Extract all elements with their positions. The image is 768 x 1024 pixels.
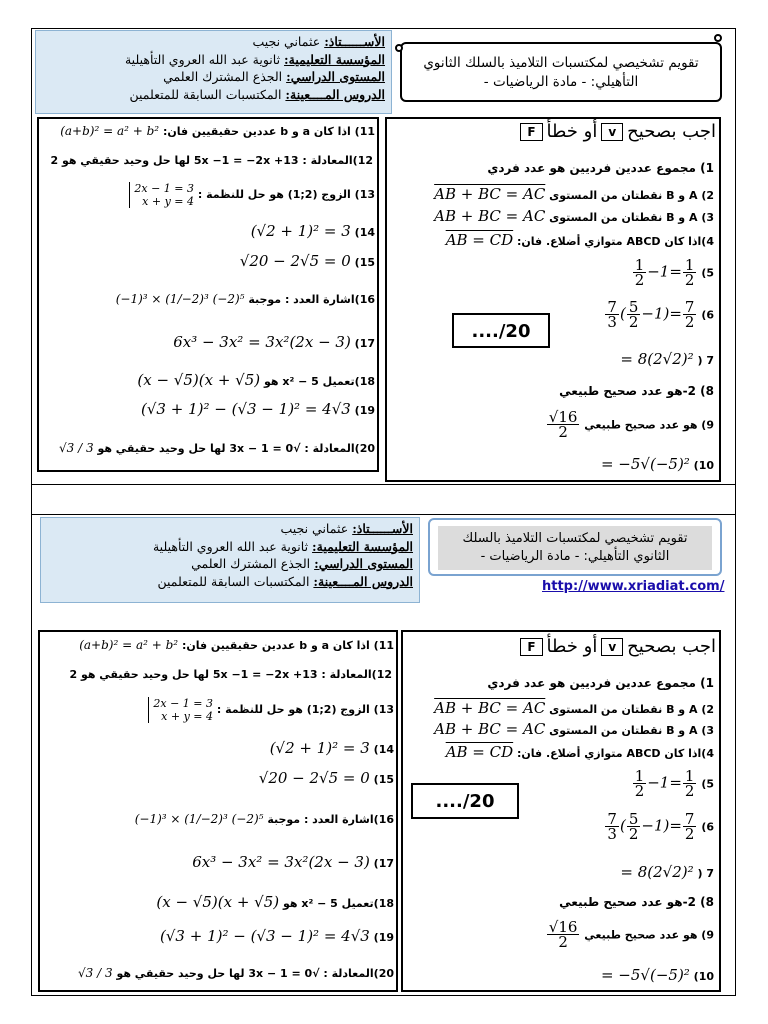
website-link[interactable]: http://www.xriadiat.com/: [542, 579, 725, 594]
question-12: 12)المعادلة : 5x −1 = −2x +13 لها حل وحيد حقيقي هو 2: [50, 154, 373, 167]
question-3: 3) A و B نقطتان من المستوى AB + BC = AC: [434, 720, 714, 738]
question-5: 5) $\frac{1}{2}$ −1= $\frac{1}{2}$: [634, 256, 714, 289]
teacher-info-box: [40, 517, 420, 603]
level-label: المستوى الدراسي:: [314, 556, 413, 571]
lessons-value: المكتسبات السابقة للمتعلمين: [129, 86, 286, 102]
section-divider: [31, 514, 736, 515]
question-3: 3) A و B نقطتان من المستوى AB + BC = AC: [434, 207, 714, 225]
level-value: الجذع المشترك العلمي: [163, 69, 287, 84]
question-4: 4)اذا كان ABCD متوازي أضلاع. فان: AB = CD: [445, 231, 714, 249]
lessons-label: الدروس المــــعينة:: [313, 573, 413, 589]
title-line-2: الثانوي التأهيلي: - مادة الرياضيات -: [480, 549, 670, 564]
score-box: ..../20: [452, 313, 550, 348]
title-line-1: تقويم تشخيصي لمكتسبات التلاميذ بالسلك: [462, 531, 688, 546]
question-10: 10) √(−5)²= −5: [600, 966, 714, 984]
question-19: 19) (√3 + 1)² − (√3 − 1)² = 4√3: [160, 927, 394, 945]
title-line-1: تقويم تشخيصي لمكتسبات التلاميذ بالسلك الثانوي: [423, 55, 699, 71]
teacher-label: الأســــــتاذ:: [352, 521, 413, 536]
question-11: 11) اذا كان a و b عددين حقيقيين فان: (a+b)² = a² + b²: [79, 638, 394, 652]
question-16: 16)اشارة العدد : موجبة (−1)³ × (1/−2)³ (−2)⁵: [115, 292, 375, 306]
question-2: 2) A و B نقطتان من المستوى AB + BC = AC: [434, 185, 714, 203]
question-17: 17) 6x³ − 3x² = 3x²(2x − 3): [192, 853, 394, 871]
question-12: 12)المعادلة : 5x −1 = −2x +13 لها حل وحيد حقيقي هو 2: [69, 668, 392, 681]
question-13: 13) الزوج (2;1) هو حل للنظمة : 2x − 1 = 3 x + y = 4: [129, 182, 375, 208]
school-value: ثانوية عبد الله العروي التأهيلية: [124, 51, 285, 67]
false-box: F: [520, 638, 542, 656]
school-label: المؤسسة التعليمية:: [312, 538, 413, 554]
school-value: ثانوية عبد الله العروي التأهيلية: [152, 538, 313, 554]
question-8: 8) 2-هو عدد صحيح طبيعي: [559, 384, 714, 398]
score-box: ..../20: [411, 783, 519, 819]
title-line-2: التأهيلي: - مادة الرياضيات -: [483, 74, 639, 90]
question-16: 16)اشارة العدد : موجبة (−1)³ × (1/−2)³ (−2)⁵: [134, 812, 394, 826]
level-label: المستوى الدراسي:: [286, 69, 385, 84]
true-box: v: [601, 123, 623, 141]
scroll-ornament-icon: [714, 34, 722, 42]
question-15: 15) √20 − 2√5 = 0: [239, 252, 375, 270]
question-9: 9) هو عدد صحيح طبيعي $\frac{√16}{2}$: [548, 408, 714, 441]
question-18: 18)تعميل x² − 5 هو (x − √5)(x + √5): [156, 893, 394, 911]
teacher-label: الأســــــتاذ:: [324, 34, 385, 49]
true-box: v: [601, 638, 623, 656]
instruction: اجب بصحيحvأو خطأF: [460, 121, 716, 142]
false-box: F: [520, 123, 542, 141]
question-20: 20)المعادلة : √3x − 1 = 0 لها حل وحيد حقيقي هو √3 / 3: [78, 966, 394, 980]
lessons-value: المكتسبات السابقة للمتعلمين: [157, 573, 314, 589]
question-15: 15) √20 − 2√5 = 0: [258, 769, 394, 787]
question-10: 10) √(−5)²= −5: [600, 455, 714, 473]
question-6: 6) $\frac{7}{3}$ ( $\frac{5}{2}$ −1)= $\frac{7}{2}$: [607, 810, 714, 843]
question-14: 14) (√2 + 1)² = 3: [269, 739, 394, 757]
question-6: 6) $\frac{7}{3}$ ( $\frac{5}{2}$ −1)= $\frac{7}{2}$: [607, 298, 714, 331]
teacher-info-box: [35, 30, 392, 114]
question-19: 19) (√3 + 1)² − (√3 − 1)² = 4√3: [141, 400, 375, 418]
question-14: 14) (√2 + 1)² = 3: [250, 222, 375, 240]
question-7: 7 ( (2√2)²= 8: [620, 350, 714, 368]
question-8: 8) 2-هو عدد صحيح طبيعي: [559, 895, 714, 909]
lessons-label: الدروس المــــعينة:: [285, 86, 385, 102]
question-7: 7 ( (2√2)²= 8: [620, 863, 714, 881]
question-20: 20)المعادلة : √3x − 1 = 0 لها حل وحيد حقيقي هو √3 / 3: [59, 441, 375, 455]
question-5: 5) $\frac{1}{2}$ −1= $\frac{1}{2}$: [634, 767, 714, 800]
question-1: 1) مجموع عددين فرديين هو عدد فردي: [487, 676, 714, 690]
level-value: الجذع المشترك العلمي: [191, 556, 315, 571]
question-13: 13) الزوج (2;1) هو حل للنظمة : 2x − 1 = 3 x + y = 4: [148, 697, 394, 723]
title-box: [428, 518, 722, 576]
section-divider: [31, 484, 736, 485]
title-box: [400, 42, 722, 102]
question-17: 17) 6x³ − 3x² = 3x²(2x − 3): [173, 333, 375, 351]
instruction: اجب بصحيحvأو خطأF: [460, 636, 716, 657]
question-4: 4)اذا كان ABCD متوازي أضلاع. فان: AB = CD: [445, 743, 714, 761]
question-11: 11) اذا كان a و b عددين حقيقيين فان: (a+b)² = a² + b²: [60, 124, 375, 138]
scroll-ornament-icon: [395, 44, 403, 52]
school-label: المؤسسة التعليمية:: [284, 51, 385, 67]
question-2: 2) A و B نقطتان من المستوى AB + BC = AC: [434, 699, 714, 717]
question-9: 9) هو عدد صحيح طبيعي $\frac{√16}{2}$: [548, 918, 714, 951]
question-1: 1) مجموع عددين فرديين هو عدد فردي: [487, 161, 714, 175]
teacher-value: عثماني نجيب: [252, 34, 325, 49]
question-18: 18)تعميل x² − 5 هو (x − √5)(x + √5): [137, 371, 375, 389]
teacher-value: عثماني نجيب: [280, 521, 353, 536]
